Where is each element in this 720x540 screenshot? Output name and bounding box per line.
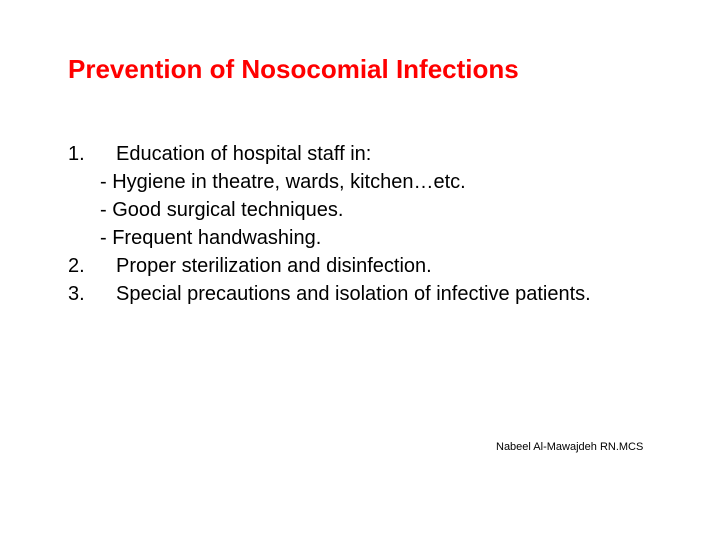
footer-author: Nabeel Al-Mawajdeh RN.MCS bbox=[496, 441, 644, 453]
sub-item-hygiene: - Hygiene in theatre, wards, kitchen…etc. bbox=[100, 171, 466, 193]
sub-item-handwashing: - Frequent handwashing. bbox=[100, 227, 322, 249]
content-list bbox=[68, 140, 668, 308]
sub-list bbox=[100, 168, 668, 252]
list-item-1 bbox=[68, 140, 668, 252]
list-item-text: Special precautions and isolation of infective patients. bbox=[116, 283, 591, 305]
list-item-text: Proper sterilization and disinfection. bbox=[116, 255, 432, 277]
list-item-number: 2. bbox=[68, 255, 85, 277]
sub-item-surgical: - Good surgical techniques. bbox=[100, 199, 344, 221]
list-item-2 bbox=[68, 252, 668, 280]
list-item-text: Education of hospital staff in: bbox=[116, 143, 372, 165]
slide-title: Prevention of Nosocomial Infections bbox=[68, 54, 519, 84]
list-item-number: 3. bbox=[68, 283, 85, 305]
list-item-number: 1. bbox=[68, 143, 85, 165]
list-item-3 bbox=[68, 280, 668, 308]
